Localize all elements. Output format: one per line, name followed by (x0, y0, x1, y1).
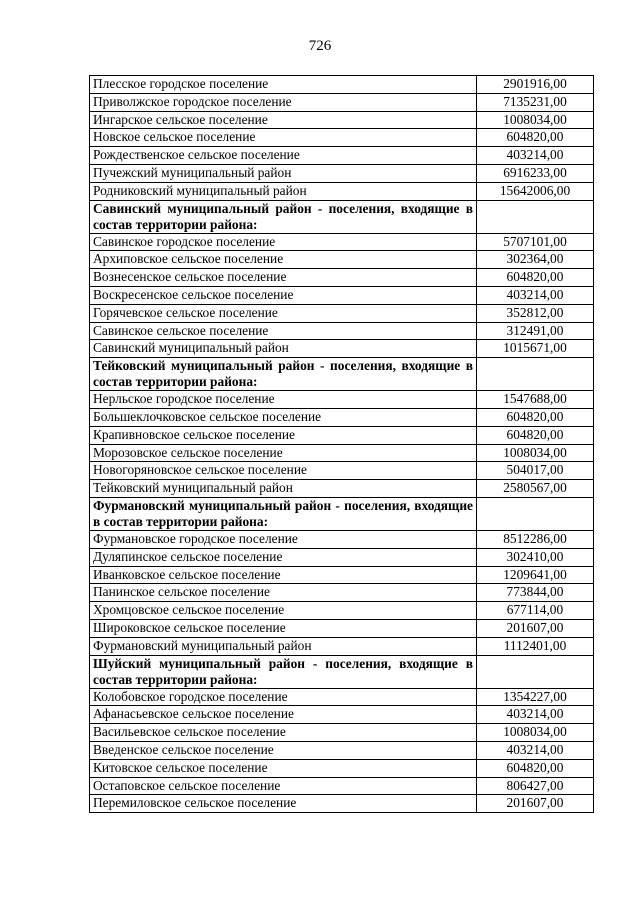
settlement-name-cell: Крапивновское сельское поселение (90, 426, 477, 444)
settlement-name-cell: Перемиловское сельское поселение (90, 795, 477, 813)
amount-cell: 504017,00 (477, 462, 594, 480)
table-row (90, 164, 594, 182)
amount-cell: 8512286,00 (477, 530, 594, 548)
table-row (90, 426, 594, 444)
table-row (90, 269, 594, 287)
settlement-name-cell: Морозовское сельское поселение (90, 444, 477, 462)
table-row (90, 619, 594, 637)
table-row (90, 777, 594, 795)
settlement-name-cell: Широковское сельское поселение (90, 619, 477, 637)
settlement-name-cell: Фурмановский муниципальный район (90, 637, 477, 655)
settlement-name-cell: Приволжское городское поселение (90, 93, 477, 111)
table-row (90, 741, 594, 759)
amount-cell (477, 200, 594, 233)
amount-cell: 5707101,00 (477, 233, 594, 251)
table-row (90, 480, 594, 498)
amount-cell: 302364,00 (477, 251, 594, 269)
amount-cell: 773844,00 (477, 584, 594, 602)
amount-cell: 201607,00 (477, 619, 594, 637)
group-header-cell: Тейковский муниципальный район - поселения, входящие в состав территории района: (90, 358, 477, 391)
table-row (90, 391, 594, 409)
table-group-header-row (90, 497, 594, 530)
table-row (90, 637, 594, 655)
settlement-name-cell: Панинское сельское поселение (90, 584, 477, 602)
amount-cell: 1547688,00 (477, 391, 594, 409)
table-row (90, 251, 594, 269)
settlement-name-cell: Архиповское сельское поселение (90, 251, 477, 269)
settlement-name-cell: Горячевское сельское поселение (90, 304, 477, 322)
settlement-name-cell: Савинское сельское поселение (90, 322, 477, 340)
settlement-name-cell: Ингарское сельское поселение (90, 111, 477, 129)
page-number: 726 (308, 38, 332, 54)
settlement-name-cell: Нерльское городское поселение (90, 391, 477, 409)
table-row (90, 286, 594, 304)
settlement-name-cell: Дуляпинское сельское поселение (90, 548, 477, 566)
table-row (90, 93, 594, 111)
amount-cell: 2901916,00 (477, 76, 594, 94)
amount-cell: 312491,00 (477, 322, 594, 340)
amount-cell: 1008034,00 (477, 111, 594, 129)
amount-cell: 1354227,00 (477, 688, 594, 706)
amount-cell: 302410,00 (477, 548, 594, 566)
settlement-name-cell: Савинский муниципальный район (90, 340, 477, 358)
amount-cell: 352812,00 (477, 304, 594, 322)
group-header-cell: Шуйский муниципальный район - поселения, входящие в состав территории района: (90, 655, 477, 688)
table-group-header-row (90, 655, 594, 688)
settlement-name-cell: Тейковский муниципальный район (90, 480, 477, 498)
amount-cell: 806427,00 (477, 777, 594, 795)
settlement-name-cell: Рождественское сельское поселение (90, 147, 477, 165)
budget-table-body (90, 76, 594, 813)
settlement-name-cell: Китовское сельское поселение (90, 759, 477, 777)
amount-cell: 1209641,00 (477, 566, 594, 584)
amount-cell: 201607,00 (477, 795, 594, 813)
table-row (90, 147, 594, 165)
settlement-name-cell: Афанасьевское сельское поселение (90, 706, 477, 724)
settlement-name-cell: Родниковский муниципальный район (90, 182, 477, 200)
settlement-name-cell: Колобовское городское поселение (90, 688, 477, 706)
settlement-name-cell: Остаповское сельское поселение (90, 777, 477, 795)
table-group-header-row (90, 200, 594, 233)
amount-cell (477, 655, 594, 688)
amount-cell: 7135231,00 (477, 93, 594, 111)
amount-cell: 604820,00 (477, 759, 594, 777)
settlement-name-cell: Савинское городское поселение (90, 233, 477, 251)
amount-cell: 6916233,00 (477, 164, 594, 182)
group-header-cell: Савинский муниципальный район - поселения, входящие в состав территории района: (90, 200, 477, 233)
amount-cell: 604820,00 (477, 129, 594, 147)
amount-cell: 1008034,00 (477, 444, 594, 462)
amount-cell: 1112401,00 (477, 637, 594, 655)
settlement-name-cell: Большеклочковское сельское поселение (90, 408, 477, 426)
table-row (90, 304, 594, 322)
settlement-name-cell: Хромцовское сельское поселение (90, 602, 477, 620)
table-row (90, 462, 594, 480)
settlement-name-cell: Новское сельское поселение (90, 129, 477, 147)
settlement-name-cell: Плесское городское поселение (90, 76, 477, 94)
amount-cell: 403214,00 (477, 741, 594, 759)
amount-cell: 403214,00 (477, 147, 594, 165)
table-row (90, 76, 594, 94)
settlement-name-cell: Фурмановское городское поселение (90, 530, 477, 548)
amount-cell: 1015671,00 (477, 340, 594, 358)
table-row (90, 530, 594, 548)
amount-cell: 604820,00 (477, 408, 594, 426)
table-row (90, 548, 594, 566)
amount-cell (477, 358, 594, 391)
settlement-name-cell: Иванковское сельское поселение (90, 566, 477, 584)
table-group-header-row (90, 358, 594, 391)
settlement-name-cell: Введенское сельское поселение (90, 741, 477, 759)
table-row (90, 759, 594, 777)
budget-table (89, 75, 594, 813)
table-row (90, 584, 594, 602)
table-row (90, 602, 594, 620)
table-row (90, 129, 594, 147)
table-row (90, 233, 594, 251)
table-row (90, 111, 594, 129)
amount-cell (477, 497, 594, 530)
table-row (90, 566, 594, 584)
amount-cell: 403214,00 (477, 286, 594, 304)
settlement-name-cell: Воскресенское сельское поселение (90, 286, 477, 304)
table-row (90, 322, 594, 340)
table-row (90, 688, 594, 706)
amount-cell: 604820,00 (477, 269, 594, 287)
table-row (90, 706, 594, 724)
amount-cell: 677114,00 (477, 602, 594, 620)
group-header-cell: Фурмановский муниципальный район - поселения, входящие в состав территории района: (90, 497, 477, 530)
table-row (90, 795, 594, 813)
settlement-name-cell: Вознесенское сельское поселение (90, 269, 477, 287)
settlement-name-cell: Пучежский муниципальный район (90, 164, 477, 182)
amount-cell: 15642006,00 (477, 182, 594, 200)
table-row (90, 444, 594, 462)
table-row (90, 182, 594, 200)
table-row (90, 724, 594, 742)
settlement-name-cell: Васильевское сельское поселение (90, 724, 477, 742)
amount-cell: 403214,00 (477, 706, 594, 724)
table-row (90, 408, 594, 426)
settlement-name-cell: Новогоряновское сельское поселение (90, 462, 477, 480)
amount-cell: 2580567,00 (477, 480, 594, 498)
amount-cell: 1008034,00 (477, 724, 594, 742)
table-row (90, 340, 594, 358)
amount-cell: 604820,00 (477, 426, 594, 444)
